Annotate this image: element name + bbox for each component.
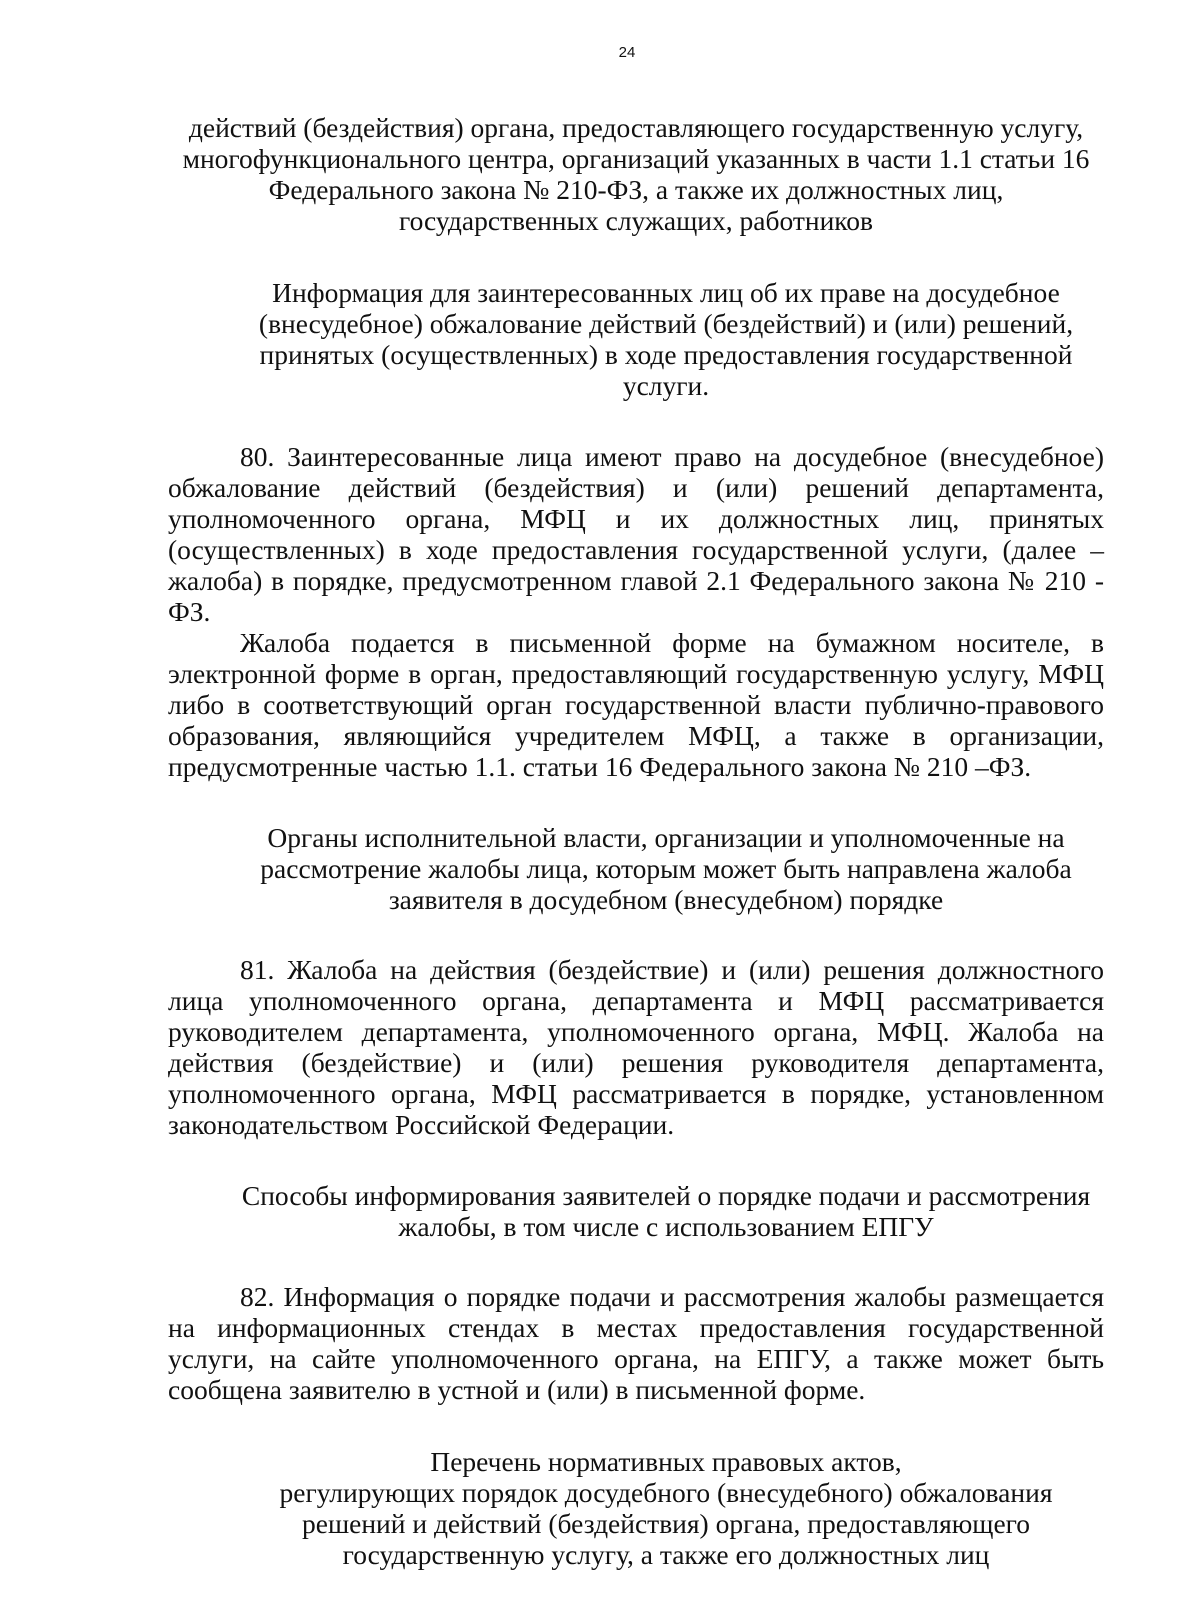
heading-line: (внесудебное) обжалование действий (бездействий) и (или) решений, [258,308,1074,339]
heading-regulatory-acts-list [168,1446,1104,1570]
heading-line: Органы исполнительной власти, организации и уполномоченные на [267,822,1065,853]
heading-line: принятых (осуществленных) в ходе предоставления государственной услуги. [259,339,1073,401]
heading-line: Информация для заинтересованных лиц об их праве на досудебное [272,277,1060,308]
heading-line: решений и действий (бездействия) органа, предоставляющего [301,1508,1031,1539]
page-number: 24 [618,44,636,61]
heading-line: заявителя в досудебном (внесудебном) порядке [388,884,944,915]
paragraph-80: 80. Заинтересованные лица имеют право на досудебное (внесудебное) обжалование действий (бездействия) и (или) решений департамента, уполномоченного органа, МФЦ и их должностных лиц, принятых (осуществленных) в ходе предоставления государственной услуги, (далее – жалоба) в порядке, предусмотренном главой 2.1 Федерального закона № 210 - ФЗ. [168,441,1104,627]
paragraph-82: 82. Информация о порядке подачи и рассмотрения жалобы размещается на информационных стендах в местах предоставления государственной услуги, на сайте уполномоченного органа, на ЕПГУ, а также может быть сообщена заявителю в устной и (или) в письменной форме. [168,1281,1104,1405]
paragraph-80-complaint-form: Жалоба подается в письменной форме на бумажном носителе, в электронной форме в орган, предоставляющий государственную услугу, МФЦ либо в соответствующий орган государственной власти публично-правового образования, являющийся учредителем МФЦ, а также в организации, предусмотренные частью 1.1. статьи 16 Федерального закона № 210 –ФЗ. [168,627,1104,782]
heading-line: многофункционального центра, организаций указанных в части 1.1 статьи 16 [182,143,1090,174]
heading-line: государственную услугу, а также его должностных лиц [342,1539,990,1570]
heading-review-bodies [168,822,1104,915]
heading-line: действий (бездействия) органа, предоставляющего государственную услугу, [188,112,1084,143]
heading-line: регулирующих порядок досудебного (внесудебного) обжалования [279,1477,1053,1508]
document-body [168,112,1104,1570]
heading-line: Перечень нормативных правовых актов, [430,1446,902,1477]
heading-line: Федерального закона № 210-ФЗ, а также их должностных лиц, [268,174,1004,205]
heading-line: рассмотрение жалобы лица, которым может быть направлена жалоба [260,853,1072,884]
paragraph-81: 81. Жалоба на действия (бездействие) и (или) решения должностного лица уполномоченного органа, департамента и МФЦ рассматривается руководителем департамента, уполномоченного органа, МФЦ. Жалоба на действия (бездействие) и (или) решения руководителя департамента, уполномоченного органа, МФЦ рассматривается в порядке, установленном законодательством Российской Федерации. [168,954,1104,1140]
heading-appeal-continuation [168,112,1104,236]
heading-info-for-interested-parties [168,277,1104,401]
heading-line: государственных служащих, работников [398,205,874,236]
heading-line: Способы информирования заявителей о порядке подачи и рассмотрения [241,1180,1091,1211]
heading-line: жалобы, в том числе с использованием ЕПГУ [398,1211,934,1242]
heading-informing-methods [168,1180,1104,1242]
